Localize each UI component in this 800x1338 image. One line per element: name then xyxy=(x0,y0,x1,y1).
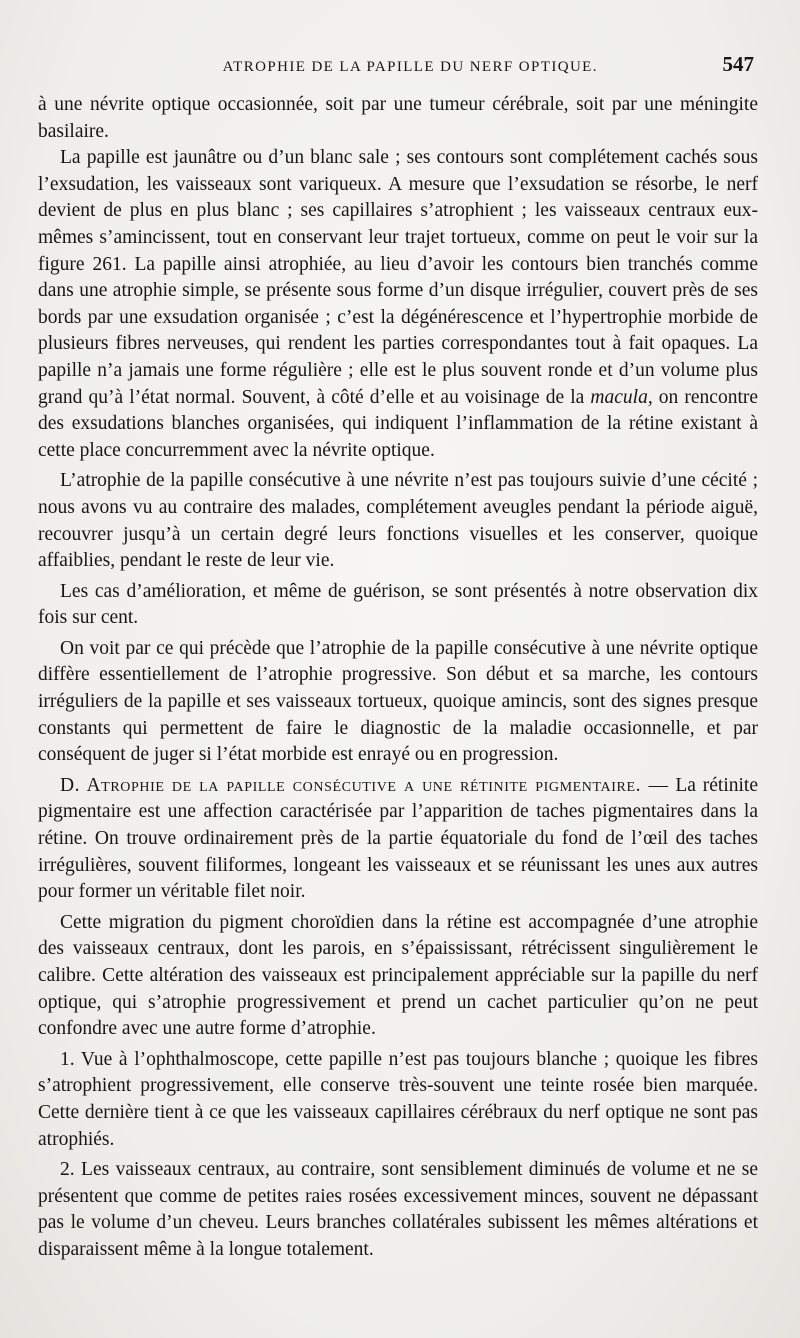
paragraph-text: on rencontre des exsudations blanches organisées, qui indiquent l’inflammation de la rétine existant à cette place concurremment avec la névrite optique. xyxy=(38,386,759,461)
paragraph-text: La rétinite pigmentaire est une affection caractérisée par l’apparition de taches pigmentaires dans la rétine. On trouve ordinairement près de la partie équatoriale du fond de l’œil des taches irrégulières, souvent filiformes, longeant les vaisseaux et se réunissant les unes aux autres pour former un véritable filet noir. xyxy=(38,774,758,903)
paragraph: 2. Les vaisseaux centraux, au contraire, sont sensiblement diminués de volume et ne se présentent que comme de petites raies rosées excessivement minces, souvent ne dépassant pas le volume d’un cheveu. Leurs branches collatérales subissent les mêmes altérations et disparaissent même à la longue totalement. xyxy=(38,1159,758,1260)
paragraph: On voit par ce qui précède que l’atrophie de la papille consécutive à une névrite optique diffère essentiellement de l’atrophie progressive. Son début et sa marche, les contours irréguliers de la papille et ses vaisseaux tortueux, quoique amincis, sont des signes presque constants qui permettent de faire le diagnostic de la maladie occasionnelle, et par conséquent de juger si l’état morbide est enrayé ou en progression. xyxy=(38,637,758,766)
running-header xyxy=(38,52,758,92)
paragraph-text: La papille est jaunâtre ou d’un blanc sale ; ses contours sont complétement cachés sous l’exsudation, les vaisseaux sont variqueux. A mesure que l’exsudation se résorbe, le nerf devient de plus en plus blanc ; ses capillaires s’atrophient ; les vaisseaux centraux eux-mêmes s’amincissent, tout en conservant leur trajet tortueux, comme on peut le voir sur la figure 261. La papille ainsi atrophiée, au lieu d’avoir les contours bien tranchés comme dans une atrophie simple, se présente sous forme d’un disque irrégulier, couvert près de ses bords par une exsudation organisée ; c’est la dégénérescence et l’hypertrophie morbide de plusieurs fibres nerveuses, qui rendent les parties correspondantes tout à fait opaques. La papille n’a jamais une forme régulière ; elle est le plus souvent ronde et d’un volume plus grand qu’à l’état normal. Souvent, à côté d’elle et au voisinage de la xyxy=(38,147,758,408)
section-heading: D. Atrophie de la papille consécutive a une rétinite pigmentaire. — xyxy=(60,774,669,796)
paragraph: 1. Vue à l’ophthalmoscope, cette papille n’est pas toujours blanche ; quoique les fibres s’atrophient progressivement, elle conserve très-souvent une teinte rosée bien marquée. Cette dernière tient à ce que les vaisseaux capillaires cérébraux du nerf optique ne sont pas atrophiés. xyxy=(38,1048,758,1150)
paragraph xyxy=(38,145,758,464)
paragraph: à une névrite optique occasionnée, soit par une tumeur cérébrale, soit par une méningite basilaire. xyxy=(38,94,758,142)
paragraph xyxy=(38,773,758,906)
running-title: ATROPHIE DE LA PAPILLE DU NERF OPTIQUE. xyxy=(222,59,598,75)
paragraph: Cette migration du pigment choroïdien dans la rétine est accompagnée d’une atrophie des vaisseaux centraux, dont les parois, en s’épaississant, rétrécissent singulièrement le calibre. Cette altération des vaisseaux est principalement appréciable sur la papille du nerf optique, qui s’atrophie progressivement et prend un cachet particulier qu’on ne peut confondre avec une autre forme d’atrophie. xyxy=(38,911,758,1040)
italic-term: macula, xyxy=(590,386,653,408)
page-number: 547 xyxy=(722,52,754,76)
paragraph: Les cas d’amélioration, et même de guérison, se sont présentés à notre observation dix fois sur cent. xyxy=(38,580,758,629)
paragraph: L’atrophie de la papille consécutive à une névrite n’est pas toujours suivie d’une cécité ; nous avons vu au contraire des malades, complétement aveugles pendant la période aiguë, recouvrer jusqu’à un certain degré leurs fonctions visuelles et les conserver, quoique affaiblies, pendant le reste de leur vie. xyxy=(38,470,758,572)
body-text xyxy=(38,92,758,1264)
